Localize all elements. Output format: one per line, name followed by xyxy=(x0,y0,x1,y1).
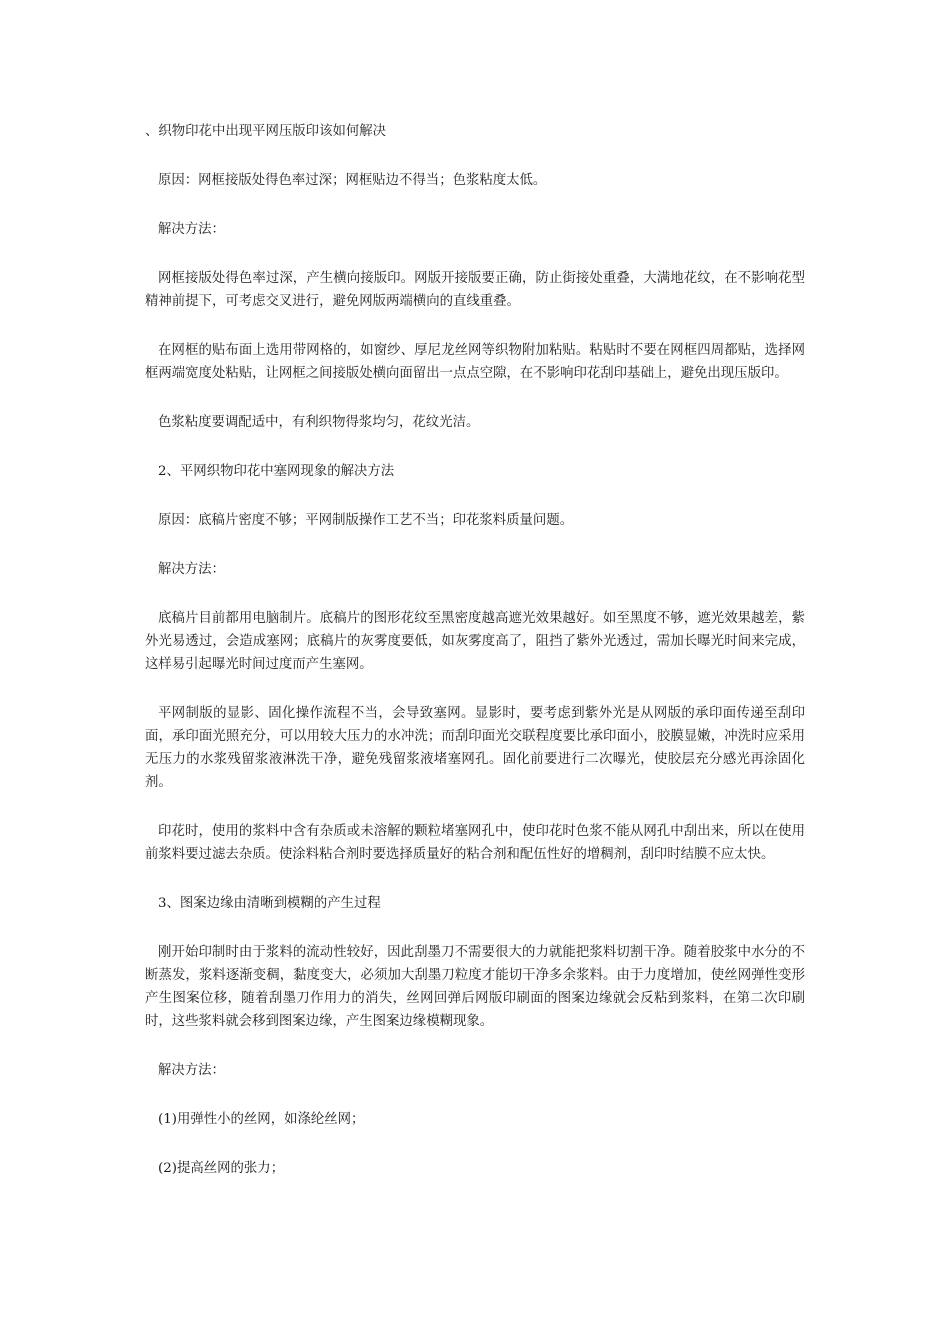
list-item-2: (2)提高丝网的张力； xyxy=(158,1161,285,1176)
paragraph-5: 平网制版的显影、固化操作流程不当，会导致塞网。显影时，要考虑到紫外光是从网版的承印面传递至刮印面，承印面光照充分，可以用较大压力的水冲洗；而刮印面光交联程度要比承印面小，胶膜显嫩，冲洗时应采用无压力的水浆残留浆液淋洗干净，避免残留浆液堵塞网孔。固化前要进行二次曝光，使胶层充分感光再涂固化剂。 xyxy=(145,706,805,790)
document-body xyxy=(145,120,805,1206)
paragraph-cause-1: 原因：网框接版处得色率过深；网框贴边不得当；色浆粘度太低。 xyxy=(158,173,547,188)
paragraph-cause-2: 原因：底稿片密度不够；平网制版操作工艺不当；印花浆料质量问题。 xyxy=(158,513,574,528)
paragraph-solution-label-2: 解决方法： xyxy=(158,562,225,577)
section-heading-1: 、织物印花中出现平网压版印该如何解决 xyxy=(145,124,387,139)
section-heading-3: 3、图案边缘由清晰到模糊的产生过程 xyxy=(158,896,381,911)
list-item-1: (1)用弹性小的丝网，如涤纶丝网； xyxy=(158,1112,365,1127)
section-heading-2: 2、平网织物印花中塞网现象的解决方法 xyxy=(158,464,395,479)
paragraph-4: 底稿片目前都用电脑制片。底稿片的图形花纹至黑密度越高遮光效果越好。如至黑度不够，遮光效果越差，紫外光易透过，会造成塞网；底稿片的灰雾度要低，如灰雾度高了，阻挡了紫外光透过，需加长曝光时间来完成，这样易引起曝光时间过度而产生塞网。 xyxy=(145,611,805,672)
paragraph-1: 网框接版处得色率过深，产生横向接版印。网版开接版要正确，防止街接处重叠，大满地花纹，在不影响花型精神前提下，可考虑交叉进行，避免网版两端横向的直线重叠。 xyxy=(145,271,805,309)
paragraph-solution-label-3: 解决方法： xyxy=(158,1063,225,1078)
paragraph-3: 色浆粘度要调配适中，有利织物得浆均匀，花纹光洁。 xyxy=(158,415,480,430)
paragraph-2: 在网框的贴布面上选用带网格的，如窗纱、厚尼龙丝网等织物附加粘贴。粘贴时不要在网框四周都贴，选择网框两端宽度处粘贴，让网框之间接版处横向面留出一点点空隙，在不影响印花刮印基础上，避免出现压版印。 xyxy=(145,343,805,381)
paragraph-solution-label-1: 解决方法： xyxy=(158,222,225,237)
paragraph-6: 印花时，使用的浆料中含有杂质或未溶解的颗粒堵塞网孔中，使印花时色浆不能从网孔中刮出来，所以在使用前浆料要过滤去杂质。使涂料粘合剂时要选择质量好的粘合剂和配伍性好的增稠剂，刮印时结膜不应太快。 xyxy=(145,824,805,862)
paragraph-7: 刚开始印制时由于浆料的流动性较好，因此刮墨刀不需要很大的力就能把浆料切割干净。随着胶浆中水分的不断蒸发，浆料逐渐变稠，黏度变大，必须加大刮墨刀粒度才能切干净多余浆料。由于力度增加，使丝网弹性变形产生图案位移，随着刮墨刀作用力的消失，丝网回弹后网版印刷面的图案边缘就会反粘到浆料，在第二次印刷时，这些浆料就会移到图案边缘，产生图案边缘模糊现象。 xyxy=(145,945,805,1029)
